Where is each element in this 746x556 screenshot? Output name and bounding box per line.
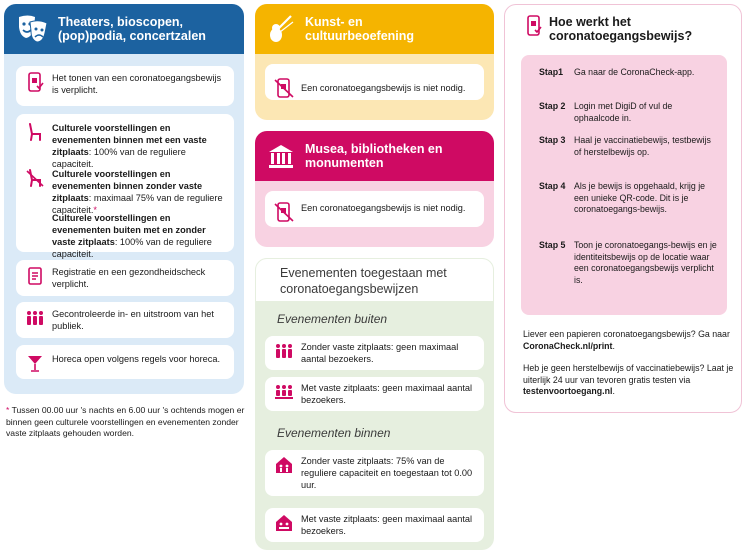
step-1	[539, 67, 719, 79]
kunst-card	[265, 64, 484, 100]
kunst-header	[255, 4, 494, 54]
evenementen-buiten-text-1: Zonder vaste zitplaats: geen maximaal aantal bezoekers.	[301, 342, 459, 364]
hoe-werkt-panel	[504, 4, 742, 413]
theaters-card-registratie	[16, 260, 234, 296]
hoe-werkt-header	[525, 15, 699, 43]
kunst-panel	[255, 4, 494, 120]
evenementen-binnen-text-2: Met vaste zitplaats: geen maximaal aantal bezoekers.	[301, 514, 473, 536]
step-3	[539, 135, 719, 158]
theater-masks-icon	[16, 13, 50, 45]
instroom-text: Gecontroleerde in- en uitstroom van het publiek.	[52, 309, 214, 331]
footnote	[6, 405, 248, 440]
step-4	[539, 181, 719, 216]
kunst-title: Kunst- en cultuurbeoefening	[305, 15, 415, 43]
evenementen-buiten-card-1	[265, 336, 484, 370]
footnote-star-marker: *	[6, 405, 10, 415]
step-5	[539, 240, 719, 286]
musea-title: Musea, bibliotheken en monumenten	[305, 142, 443, 170]
capaciteit-binnen-zonder-bold: Culturele voorstellingen en evenementen binnen zonder vaste zitplaats	[52, 169, 203, 203]
step-5-text: Toon je coronatoegangs-bewijs en je identiteitsbewijs op de locatie waar een coronatoegangsbewijs verplicht is.	[574, 240, 717, 285]
footnote-star: *	[93, 205, 97, 215]
seat-icon	[273, 382, 295, 402]
capaciteit-buiten-text: : 100% van de reguliere capaciteit.	[52, 237, 212, 259]
step-1-text: Ga naar de CoronaCheck-app.	[574, 67, 695, 77]
evenementen-binnen-card-2	[265, 508, 484, 542]
phone-crossed-icon	[273, 202, 295, 222]
cocktail-icon	[24, 353, 46, 373]
seat-icon	[24, 122, 46, 142]
phone-qr-icon	[525, 15, 543, 42]
hoe-werkt-title: Hoe werkt het coronatoegangsbewijs?	[549, 15, 693, 43]
testen-end: .	[612, 386, 615, 396]
evenementen-buiten-label: Evenementen buiten	[277, 312, 388, 326]
step-2-label: Stap 2	[539, 101, 566, 111]
seat-crossed-icon	[24, 168, 46, 188]
evenementen-buiten-text-2: Met vaste zitplaats: geen maximaal aantal bezoekers.	[301, 383, 473, 405]
theaters-header	[4, 4, 244, 54]
steps-box	[521, 55, 727, 315]
capaciteit-binnen-vast-bold: Culturele voorstellingen en evenementen binnen met een vaste zitplaats	[52, 123, 207, 157]
musea-text: Een coronatoegangsbewijs is niet nodig.	[301, 203, 466, 213]
musea-panel	[255, 131, 494, 247]
museum-icon	[267, 142, 295, 170]
step-5-label: Stap 5	[539, 240, 566, 250]
capaciteit-buiten-bold: Culturele voorstellingen en evenementen buiten met en zonder vaste zitplaats	[52, 213, 206, 247]
coronacheck-print-link[interactable]: CoronaCheck.nl/print	[523, 340, 613, 351]
evenementen-buiten-card-2	[265, 377, 484, 411]
theaters-card-horeca	[16, 345, 234, 379]
theaters-title: Theaters, bioscopen, (pop)podia, concertzalen	[58, 15, 206, 43]
footnote-text: Tussen 00.00 uur 's nachts en 6.00 uur 's ochtends mogen er binnen geen culturele voorstellingen en evenementen zonder vaste zitplaats gehouden worden.	[6, 405, 245, 438]
step-4-label: Stap 4	[539, 181, 566, 191]
kunst-text: Een coronatoegangsbewijs is niet nodig.	[301, 82, 466, 93]
phone-qr-icon	[24, 72, 46, 92]
house-icon	[273, 513, 295, 533]
musea-card	[265, 191, 484, 227]
musea-header	[255, 131, 494, 181]
step-2-text: Login met DigiD of vul de ophaalcode in.	[574, 101, 673, 123]
theaters-card-instroom	[16, 302, 234, 338]
phone-crossed-icon	[273, 78, 295, 98]
evenementen-binnen-label: Evenementen binnen	[277, 426, 391, 440]
people-icon	[24, 308, 46, 328]
testenvoortoegang-link[interactable]: testenvoortoegang.nl	[523, 386, 613, 396]
theaters-panel	[4, 4, 244, 394]
people-icon	[273, 341, 295, 361]
print-paragraph	[523, 329, 737, 352]
step-3-label: Stap 3	[539, 135, 566, 145]
step-4-text: Als je bewijs is opgehaald, krijg je een unieke QR-code. Dit is je coronatoegangs-bewijs.	[574, 181, 706, 214]
print-text: Liever een papieren coronatoegangsbewijs? Ga naar	[523, 329, 730, 339]
testen-text: Heb je geen herstelbewijs of vaccinatiebewijs? Laat je uiterlijk 24 uur van tevoren gratis testen via	[523, 363, 734, 385]
evenementen-binnen-card-1	[265, 450, 484, 496]
theaters-card-text: Het tonen van een coronatoegangsbewijs is verplicht.	[52, 73, 222, 95]
capaciteit-binnen-zonder-text: : maximaal 75% van de reguliere capaciteit.	[52, 193, 223, 215]
step-3-text: Haal je vaccinatiebewijs, testbewijs of herstelbewijs op.	[574, 135, 711, 157]
clipboard-icon	[24, 266, 46, 286]
theaters-card-coronabewijs	[16, 66, 234, 106]
horeca-text: Horeca open volgens regels voor horeca.	[52, 354, 221, 364]
theaters-card-capaciteit	[16, 114, 234, 259]
print-end: .	[612, 340, 615, 351]
evenementen-panel	[255, 258, 494, 550]
house-icon	[273, 455, 295, 475]
evenementen-binnen-text-1: Zonder vaste zitplaats: 75% van de reguliere capaciteit en toegestaan tot 0.00 uur.	[301, 456, 473, 490]
violin-icon	[267, 14, 295, 44]
registratie-text: Registratie en een gezondheidscheck verplicht.	[52, 267, 206, 289]
step-2	[539, 101, 719, 124]
testen-paragraph	[523, 363, 737, 398]
capaciteit-binnen-vast-text: : 100% van de reguliere capaciteit.	[52, 147, 186, 169]
evenementen-title: Evenementen toegestaan met coronatoegangsbewijzen	[255, 258, 494, 302]
step-1-label: Stap1	[539, 67, 563, 77]
